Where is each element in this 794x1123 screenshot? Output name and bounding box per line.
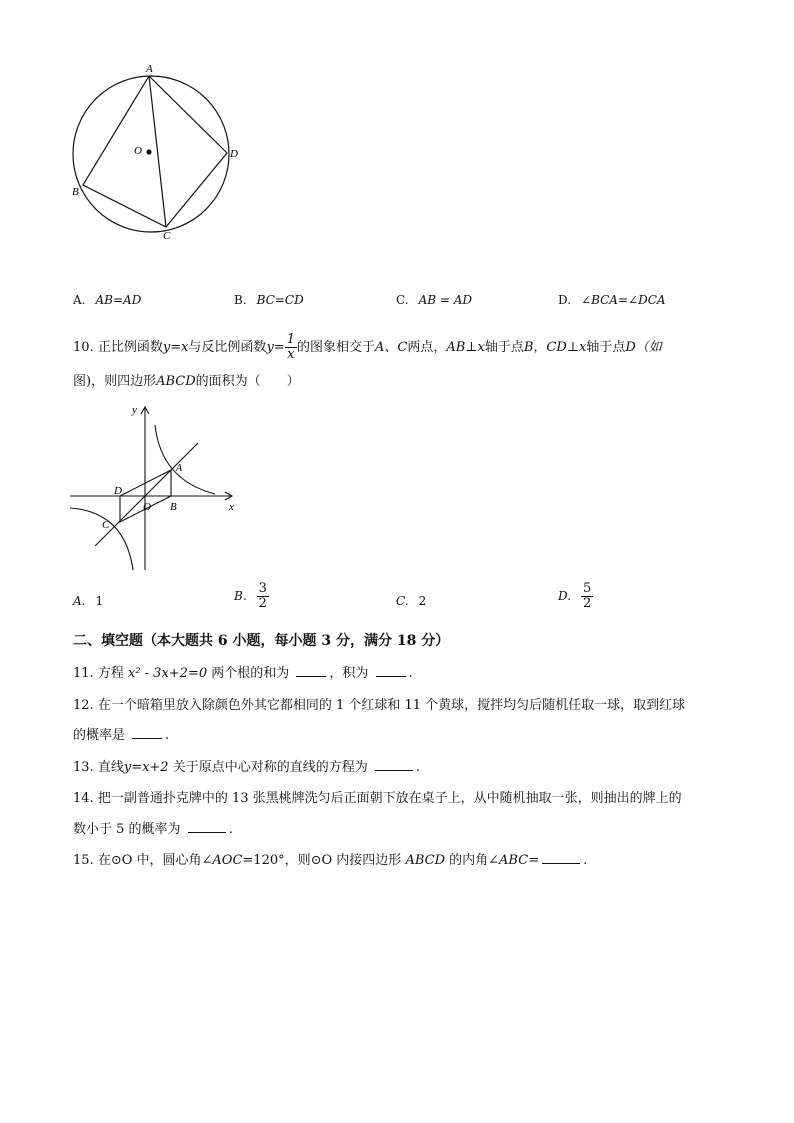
shape-name: ABCD	[156, 374, 196, 389]
question-number: 13.	[73, 760, 94, 775]
option-key: A.	[73, 594, 86, 608]
text: .	[583, 853, 588, 868]
numerator: 3	[258, 581, 267, 596]
label-a: A	[146, 63, 153, 75]
label-x: x	[229, 501, 234, 513]
text: .	[415, 760, 421, 775]
hyperbola-line-figure	[65, 400, 250, 575]
fraction-1-over-x	[285, 333, 297, 362]
text: 在⊙O 中，圆心角	[97, 853, 202, 868]
q9-option-a[interactable]	[73, 293, 141, 307]
answer-blank[interactable]	[188, 821, 226, 833]
option-text: AB=AD	[95, 293, 142, 307]
option-key: C.	[396, 594, 409, 608]
q9-option-b[interactable]	[234, 293, 304, 307]
option-key: A.	[73, 293, 86, 307]
label-d: D	[230, 148, 238, 160]
text: 的面积为（ ）	[195, 374, 300, 389]
q10-option-c[interactable]	[396, 594, 426, 608]
q9-option-d[interactable]	[558, 293, 666, 307]
q12-line-1	[73, 694, 685, 713]
denominator: 2	[583, 596, 592, 611]
text: =	[528, 853, 540, 868]
text: 把一副普通扑克牌中的 13 张黑桃牌洗匀后正面朝下放在桌子上，从中随机抽取一张，则抽出的牌上的	[97, 791, 682, 806]
text: 的图象相交于	[296, 340, 375, 355]
question-number: 14.	[73, 791, 94, 806]
line-y-equals-x	[95, 443, 198, 546]
angle: ∠AOC	[201, 853, 243, 868]
text: 正比例函数	[97, 340, 163, 355]
text: 数小于 5 的概率为	[73, 822, 181, 837]
q10-option-b[interactable]	[234, 582, 269, 611]
text: .	[408, 666, 413, 681]
numerator: 1	[286, 332, 295, 347]
text: 轴于点	[484, 340, 524, 355]
q10-line-2	[73, 370, 300, 389]
text: 方程	[97, 666, 124, 681]
option-text: BC=CD	[256, 293, 304, 307]
label-o: O	[143, 501, 151, 513]
answer-blank[interactable]	[375, 759, 413, 771]
q15-line	[73, 849, 587, 868]
text: 与反比例函数	[188, 340, 267, 355]
denominator: x	[287, 347, 295, 362]
text: .	[228, 822, 233, 837]
answer-blank[interactable]	[132, 727, 162, 739]
text: AB⊥x	[446, 340, 485, 355]
question-number: 11.	[73, 666, 94, 681]
q13-line	[73, 756, 420, 775]
option-key: B.	[234, 589, 247, 603]
hyperbola-branch-1	[155, 425, 215, 494]
text: B，CD⊥x	[523, 340, 587, 355]
answer-blank-product[interactable]	[376, 665, 406, 677]
q12-line-2	[73, 724, 169, 743]
option-key: D.	[558, 293, 572, 307]
option-key: B.	[234, 293, 247, 307]
q14-line-2	[73, 818, 233, 837]
text: 直线	[97, 760, 124, 775]
q10-option-d[interactable]	[558, 582, 593, 611]
label-b: B	[72, 186, 79, 198]
q11-line	[73, 662, 413, 681]
label-d: D	[114, 485, 122, 497]
equation: x² - 3x+2=0	[127, 666, 208, 681]
option-text-arcs: AB = AD	[418, 293, 473, 307]
answer-blank-sum[interactable]	[296, 665, 326, 677]
question-number: 10.	[73, 340, 94, 355]
question-number: 15.	[73, 853, 94, 868]
shape-name: ABCD	[405, 853, 445, 868]
answer-blank[interactable]	[542, 852, 580, 864]
label-c: C	[102, 519, 110, 531]
fraction-5-over-2	[581, 582, 593, 611]
option-text: ∠BCA=∠DCA	[581, 293, 666, 307]
text: ，积为	[329, 666, 369, 681]
denominator: 2	[258, 596, 267, 611]
label-b: B	[170, 501, 177, 513]
text: 轴于点	[586, 340, 626, 355]
angle: ∠ABC	[488, 853, 529, 868]
option-key: C.	[396, 293, 409, 307]
label-a: A	[176, 463, 183, 474]
text: 两点，	[407, 340, 447, 355]
equation: y=x+2	[123, 760, 169, 775]
circle-o	[73, 76, 229, 232]
text: .	[165, 728, 170, 743]
section-heading: 二、填空题（本大题共 6 小题，每小题 3 分，满分 18 分）	[73, 633, 450, 649]
text: =120°，则⊙O 内接四边形	[242, 853, 402, 868]
label-o: O	[134, 145, 142, 157]
center-point-o	[146, 149, 151, 154]
function-1: y=x	[162, 340, 189, 355]
text: 两个根的和为	[211, 666, 290, 681]
question-number: 12.	[73, 698, 94, 713]
function-2-lhs: y=	[266, 340, 285, 355]
label-y: y	[132, 404, 137, 416]
text: A、C	[374, 340, 408, 355]
q10-option-a[interactable]	[73, 594, 103, 608]
text: 在一个暗箱里放入除颜色外其它都相同的 1 个红球和 11 个黄球，搅拌均匀后随机任取一球，取到红球	[97, 698, 686, 713]
text: 的内角	[449, 853, 489, 868]
q10-line-1	[73, 333, 662, 362]
numerator: 5	[583, 581, 592, 596]
option-text: 2	[418, 594, 427, 608]
option-key: D.	[558, 589, 572, 603]
label-c: C	[163, 230, 171, 242]
text: 关于原点中心对称的直线的方程为	[172, 760, 368, 775]
text: 图)，则四边形	[73, 374, 157, 389]
fraction-3-over-2	[257, 582, 269, 611]
text: 的概率是	[73, 728, 126, 743]
circle-quadrilateral-figure	[60, 55, 260, 255]
option-text: 1	[95, 594, 104, 608]
q9-option-c[interactable]	[396, 293, 472, 307]
text: D（如	[625, 340, 662, 355]
q14-line-1	[73, 787, 682, 806]
